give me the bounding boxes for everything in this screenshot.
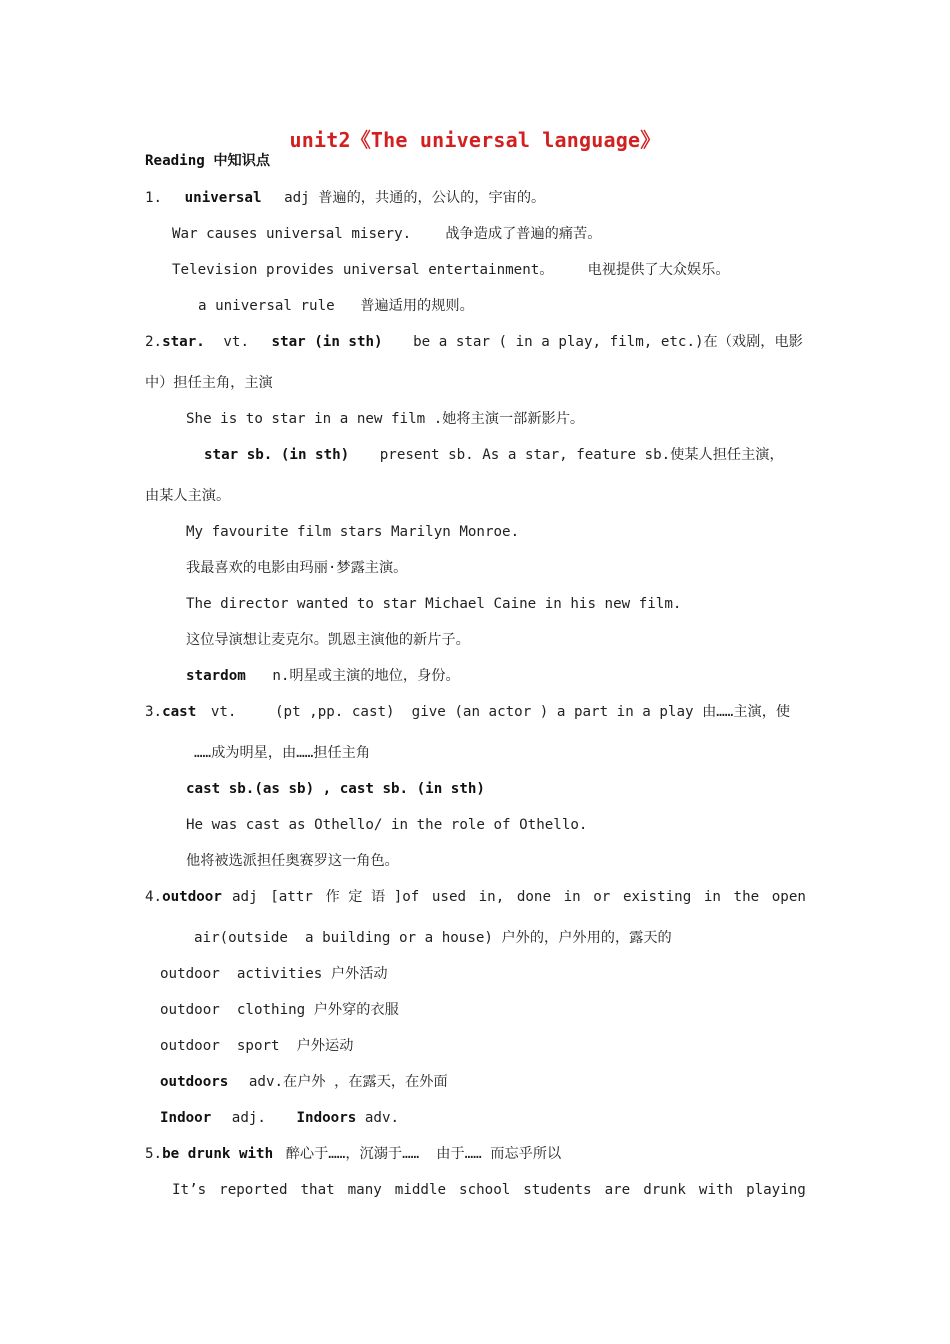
word-token: many: [347, 1182, 382, 1198]
example-sentence: My favourite film stars Marilyn Monroe.: [186, 524, 520, 540]
vocab-word: star.: [162, 334, 205, 350]
example-sentence: The director wanted to star Michael Caine in his new film.: [186, 596, 682, 612]
example-sentence: [172, 1180, 806, 1200]
word-token: in: [563, 889, 581, 905]
item-number: 3.: [145, 704, 163, 720]
word-token: the: [733, 889, 760, 905]
word-token: with: [698, 1182, 734, 1198]
definition: be a star ( in a play, film, etc.)在（戏剧，电影: [413, 334, 803, 350]
derivative: [186, 666, 460, 686]
phrase-definition: [204, 445, 784, 465]
usage-pattern: cast sb.(as sb) , cast sb. (in sth): [186, 781, 485, 797]
derivative: [160, 1108, 399, 1128]
word-token: open: [771, 889, 806, 905]
example-sentence: He was cast as Othello/ in the role of Othello.: [186, 817, 588, 833]
definition: n.明星或主演的地位，身份。: [272, 668, 460, 684]
vocab-word: stardom: [186, 668, 246, 684]
vocab-word: outdoors: [160, 1074, 229, 1090]
item-3-heading: [145, 702, 790, 722]
word-token: in,: [478, 889, 505, 905]
example-sentence: Television provides universal entertainment。 电视提供了大众娱乐。: [172, 262, 730, 278]
word-token: It’s: [172, 1182, 207, 1198]
item-number: 5.: [145, 1146, 163, 1162]
definition-continued: air(outside a building or a house) 户外的，户外用的，露天的: [194, 930, 672, 946]
vocab-word: Indoors: [296, 1110, 357, 1126]
part-of-speech: adj.: [231, 1110, 266, 1126]
definition: (pt ,pp. cast) give (an actor ) a part in a play 由……主演，使: [274, 704, 791, 720]
example-sentence: She is to star in a new film .她将主演一部新影片。: [186, 411, 585, 427]
part-of-speech: adv.: [364, 1110, 400, 1126]
definition: adj 普遍的，共通的，公认的，宇宙的。: [284, 190, 546, 206]
definition-continued: 中）担任主角，主演: [145, 375, 273, 391]
item-number: 2.: [145, 334, 163, 350]
word-token: in: [703, 889, 721, 905]
word-token: used: [431, 889, 467, 905]
example-sentence: War causes universal misery. 战争造成了普遍的痛苦。: [172, 226, 602, 242]
item-number: 4.: [145, 889, 163, 905]
word-token: done: [516, 889, 552, 905]
phrase: star sb. (in sth): [204, 447, 350, 463]
section-heading: Reading 中知识点: [145, 153, 271, 169]
vocab-word: outdoor: [162, 889, 222, 905]
example-translation: 这位导演想让麦克尔。凯恩主演他的新片子。: [186, 632, 470, 648]
word-token: school: [459, 1182, 511, 1198]
word-token: playing: [746, 1182, 806, 1198]
word-token: drunk: [643, 1182, 686, 1198]
word-token: that: [300, 1182, 335, 1198]
definition-continued: 由某人主演。: [145, 488, 231, 504]
definition: present sb. As a star, feature sb.使某人担任主演，: [379, 447, 784, 463]
word-token: or: [593, 889, 611, 905]
word-token: middle: [394, 1182, 447, 1198]
word-token: adj: [232, 889, 258, 905]
example-translation: 我最喜欢的电影由玛丽·梦露主演。: [186, 560, 408, 576]
example-translation: 他将被选派担任奥赛罗这一角色。: [186, 853, 399, 869]
vocab-word: Indoor: [160, 1110, 212, 1126]
example-phrase: outdoor activities 户外活动: [160, 966, 388, 982]
item-5-heading: [145, 1144, 561, 1164]
document-title: unit2《The universal language》: [289, 128, 661, 152]
word-token: 作 定 语 ]of: [325, 889, 420, 905]
item-1-heading: [145, 188, 545, 208]
vocab-word: cast: [162, 704, 197, 720]
part-of-speech: vt.: [223, 334, 249, 350]
word-token: are: [604, 1182, 631, 1198]
vocab-word: universal: [184, 190, 262, 206]
definition: adv.在户外 ，在露天，在外面: [248, 1074, 448, 1090]
item-4-heading: [145, 887, 222, 907]
definition: 醉心于……，沉溺于…… 由于…… 而忘乎所以: [285, 1146, 562, 1162]
phrase: be drunk with: [162, 1146, 274, 1162]
example-phrase: outdoor clothing 户外穿的衣服: [160, 1002, 399, 1018]
phrase: star (in sth): [271, 334, 383, 350]
word-token: students: [523, 1182, 592, 1198]
word-token: existing: [622, 889, 692, 905]
derivative: [160, 1072, 448, 1092]
part-of-speech: vt.: [210, 704, 237, 720]
example-phrase: outdoor sport 户外运动: [160, 1038, 354, 1054]
word-token: [attr: [270, 889, 313, 905]
item-2-heading: [145, 332, 803, 352]
definition-continued: ……成为明星，由……担任主角: [194, 745, 371, 761]
example-phrase: a universal rule 普遍适用的规则。: [198, 298, 474, 314]
word-token: reported: [219, 1182, 288, 1198]
item-number: 1.: [145, 190, 163, 206]
definition: [232, 887, 806, 907]
